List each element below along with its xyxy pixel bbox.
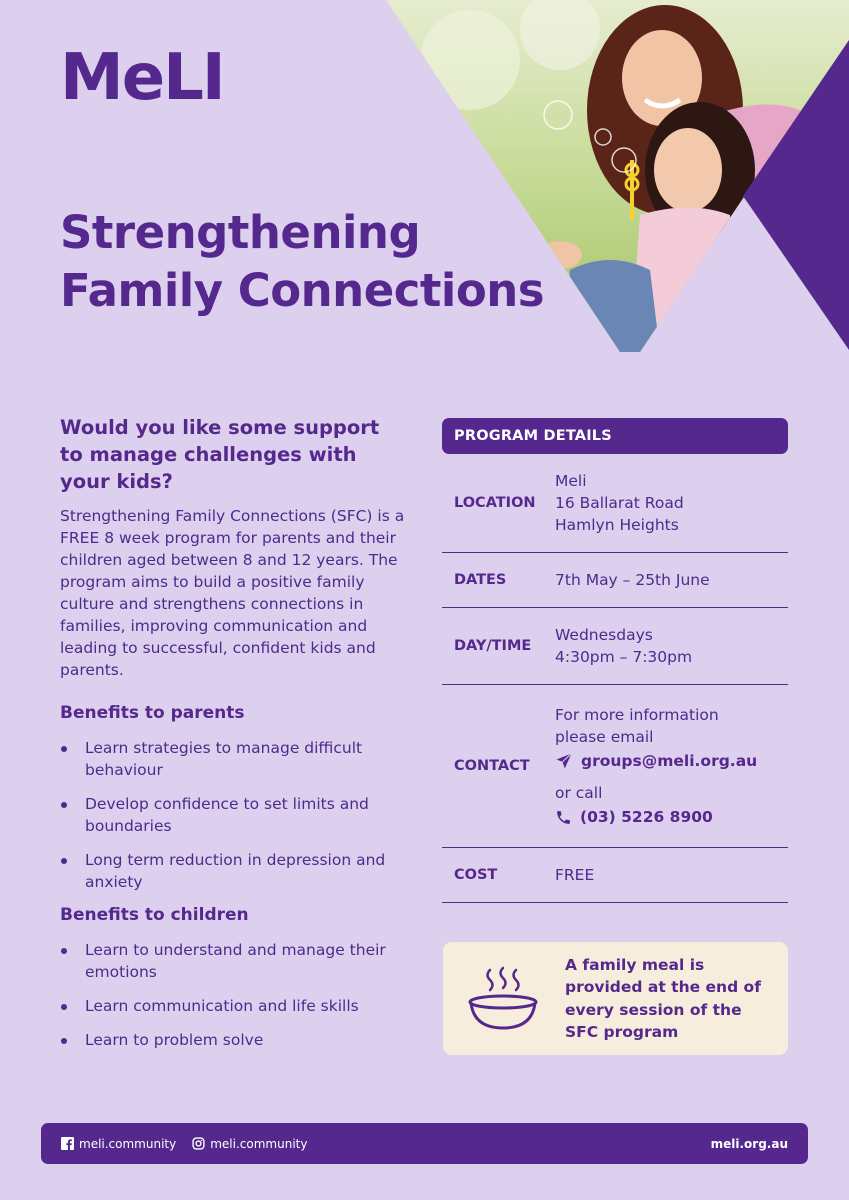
instagram-link[interactable] (192, 1137, 307, 1151)
cost-label: COST (454, 867, 498, 883)
meli-logo: MeLI (60, 41, 224, 115)
children-benefits-list (60, 939, 410, 1051)
page-title (60, 204, 544, 320)
meal-icon-wrap (443, 964, 565, 1034)
parents-benefits-heading: Benefits to parents (60, 703, 245, 723)
contact-intro: For more information (555, 706, 719, 724)
location-label: LOCATION (454, 495, 536, 511)
location-row (442, 454, 788, 553)
list-item: Learn to problem solve (60, 1029, 410, 1051)
support-question: Would you like some support to manage challenges with your kids? (60, 416, 380, 493)
cost-row (442, 848, 788, 903)
contact-phone-link[interactable] (555, 806, 788, 828)
paper-plane-icon (555, 752, 573, 770)
family-meal-callout (443, 942, 788, 1055)
daytime-day: Wednesdays (555, 626, 653, 644)
program-details (442, 418, 788, 903)
parents-benefits-list (60, 737, 410, 893)
contact-phone[interactable]: (03) 5226 8900 (580, 808, 713, 826)
list-item: Long term reduction in depression and anxiety (60, 849, 410, 893)
daytime-value (555, 624, 788, 668)
family-meal-text: A family meal is provided at the end of every session of the SFC program (565, 955, 761, 1041)
program-intro: Strengthening Family Connections (SFC) is a FREE 8 week program for parents and their children aged between 8 and 12 years. The program aims to build a positive family culture and strengthens connections in families, improving communication and leading to successful, confident kids and parents. (60, 507, 405, 679)
title-line-2: Family Connections (60, 264, 545, 317)
dates-label: DATES (454, 572, 507, 588)
location-value (555, 470, 788, 536)
facebook-link[interactable] (61, 1137, 176, 1151)
daytime-row (442, 608, 788, 685)
daytime-time: 4:30pm – 7:30pm (555, 648, 693, 666)
location-line: Meli (555, 472, 587, 490)
soup-bowl-icon (468, 964, 540, 1034)
contact-label: CONTACT (454, 758, 530, 774)
website-link[interactable]: meli.org.au (710, 1136, 788, 1151)
contact-value (555, 704, 788, 828)
contact-intro: please email (555, 728, 654, 746)
cost-value: FREE (555, 866, 595, 884)
daytime-label: DAY/TIME (454, 638, 532, 654)
facebook-handle[interactable]: meli.community (79, 1136, 177, 1151)
dates-value: 7th May – 25th June (555, 571, 710, 589)
list-item: Learn communication and life skills (60, 995, 410, 1017)
location-line: Hamlyn Heights (555, 516, 679, 534)
location-line: 16 Ballarat Road (555, 494, 684, 512)
list-item: Learn to understand and manage their emotions (60, 939, 410, 983)
instagram-icon (192, 1137, 205, 1150)
footer-bar (41, 1123, 808, 1164)
phone-icon (555, 809, 572, 826)
contact-call-text: or call (555, 784, 603, 802)
dates-row (442, 553, 788, 608)
list-item: Develop confidence to set limits and boundaries (60, 793, 410, 837)
children-benefits-heading: Benefits to children (60, 905, 249, 925)
contact-row (442, 685, 788, 848)
facebook-icon (61, 1137, 74, 1150)
title-line-1: Strengthening (60, 206, 421, 259)
contact-email-link[interactable] (555, 750, 788, 772)
instagram-handle[interactable]: meli.community (210, 1136, 308, 1151)
contact-email[interactable]: groups@meli.org.au (581, 752, 758, 770)
list-item: Learn strategies to manage difficult behaviour (60, 737, 410, 781)
left-column (60, 414, 410, 1063)
program-details-header: PROGRAM DETAILS (442, 418, 788, 454)
